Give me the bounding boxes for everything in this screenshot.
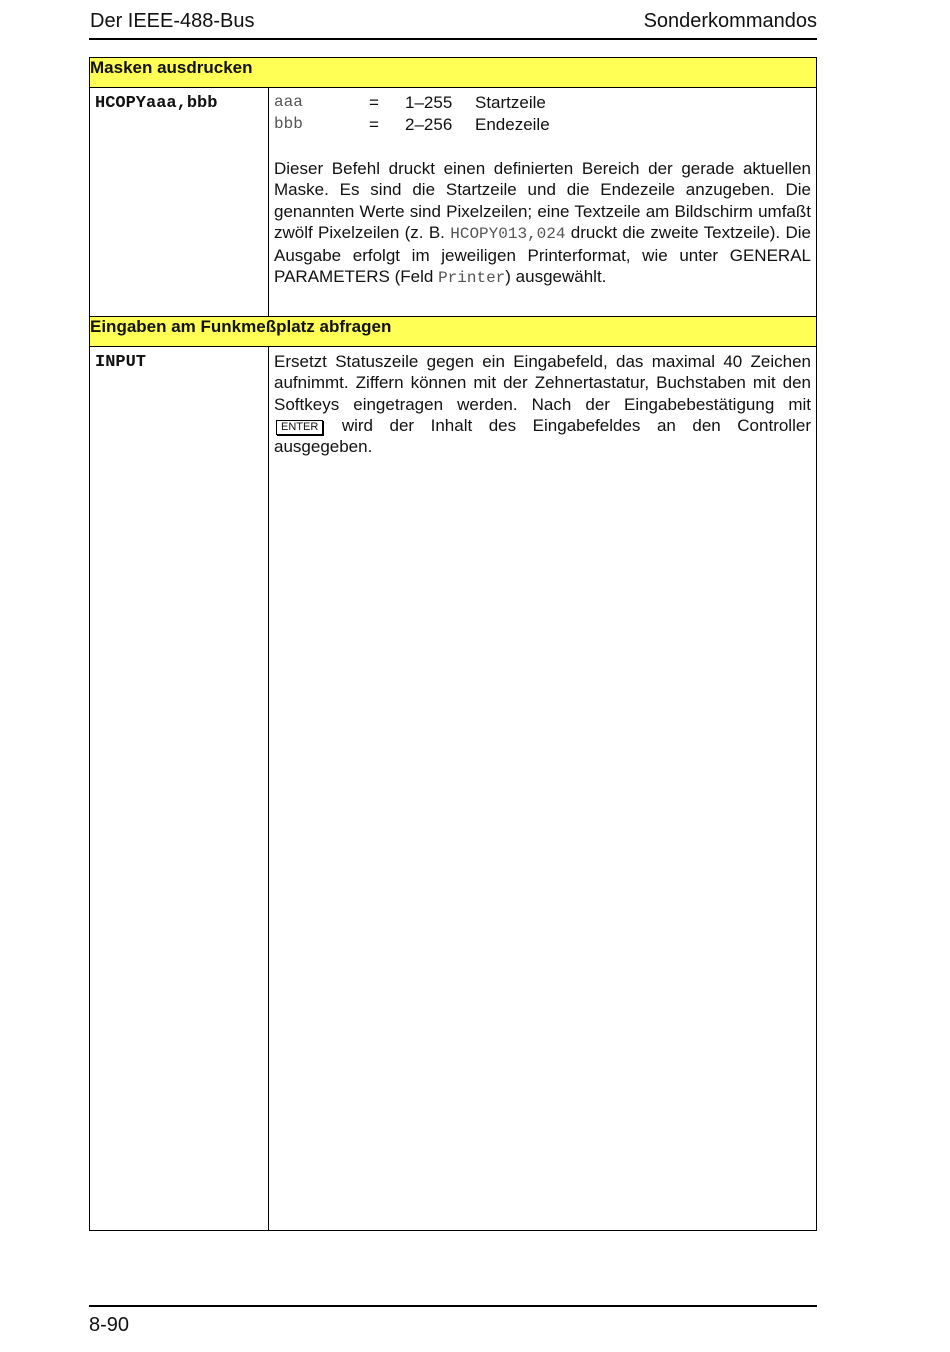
param-label: Endezeile [475, 114, 550, 134]
enter-key-icon: ENTER [276, 420, 323, 435]
header-section: Sonderkommandos [643, 10, 817, 32]
field-name-printer: Printer [438, 269, 506, 288]
command-description-hcopy [269, 88, 817, 317]
param-list [274, 92, 811, 135]
param-name: aaa [274, 93, 303, 111]
header-chapter: Der IEEE-488-Bus [90, 10, 255, 32]
command-table [89, 57, 817, 1231]
section-title-row [90, 58, 817, 88]
param-name: bbb [274, 114, 303, 133]
header-rule [89, 38, 817, 40]
param-range: 2–256 [405, 114, 453, 134]
section-title-eingaben: Eingaben am Funkmeßplatz abfragen [90, 317, 817, 347]
param-row [274, 92, 811, 114]
command-name-input: INPUT [90, 347, 269, 1231]
section-title-masken: Masken ausdrucken [90, 58, 817, 88]
param-row [274, 114, 811, 136]
desc-text: Ersetzt Statuszeile gegen ein Eingabefeld, das maximal 40 Zeichen aufnimmt. Ziffern können mit der Zehnertastatur, Buchstaben mit den Softkeys eingetragen werden. Nach der Eingabebestätigung mit [274, 352, 811, 414]
param-range: 1–255 [405, 93, 453, 112]
command-description-input [269, 347, 817, 1231]
desc-text: Dieser Befehl druckt einen definierten Bereich der gerade aktuellen Maske. Es sind die Startzeile und die Endezeile anzugeben. Die genannten Werte sind Pixelzeilen; eine Textzeile am Bildschirm umfaßt zwölf Pixelzeilen (z. B. [274, 159, 811, 242]
desc-text: ) ausgewählt. [505, 267, 607, 287]
desc-text: wird der Inhalt des Eingabefeldes an den Controller ausgegeben. [274, 415, 811, 457]
footer-rule [89, 1305, 817, 1307]
description-text [274, 158, 811, 290]
param-label: Startzeile [475, 93, 546, 112]
command-name-hcopy: HCOPYaaa,bbb [90, 88, 269, 317]
command-row-input [90, 347, 817, 1231]
param-equals: = [369, 93, 379, 112]
code-example: HCOPY013,024 [450, 224, 566, 243]
desc-text: druckt die zweite Textzeile). Die Ausgabe erfolgt im jeweiligen Printerformat, wie unter GENERAL PARAMETERS (Feld [274, 222, 811, 287]
page-number: 8-90 [89, 1314, 130, 1336]
param-equals: = [369, 114, 379, 134]
command-row-hcopy [90, 88, 817, 317]
section-title-row [90, 317, 817, 347]
